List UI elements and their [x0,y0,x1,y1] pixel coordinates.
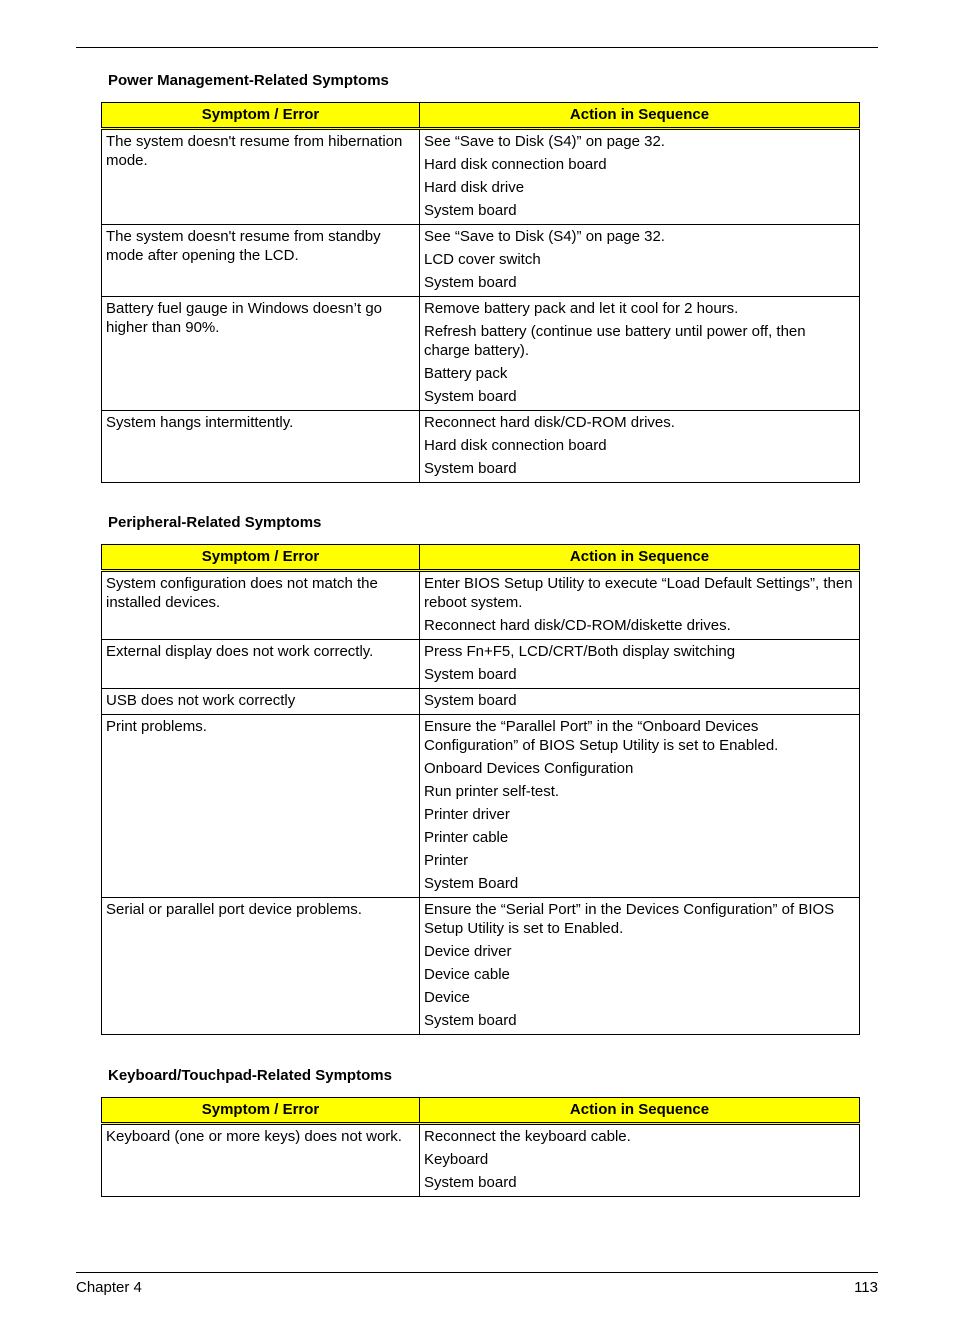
action-step: System board [424,692,517,709]
action-step: Device [424,989,470,1006]
table-row [102,571,860,640]
symptom-cell: Serial or parallel port device problems. [102,898,420,1035]
action-step: Reconnect hard disk/CD-ROM drives. [424,414,675,431]
action-step: Ensure the “Serial Port” in the Devices Configuration” of BIOS Setup Utility is set to Enabled. [424,901,835,937]
action-step: System Board [424,875,519,892]
symptom-cell: External display does not work correctly. [102,640,420,689]
action-step: Hard disk connection board [424,437,607,454]
action-step: Printer driver [424,806,510,823]
symptom-cell: USB does not work correctly [102,689,420,715]
action-step: Enter BIOS Setup Utility to execute “Load Default Settings”, then reboot system. [424,575,853,611]
table-row [102,1124,860,1197]
table-power-symptoms [101,102,860,483]
action-step: Run printer self-test. [424,783,560,800]
action-step: Battery pack [424,365,508,382]
action-step: Printer [424,852,469,869]
action-cell [420,898,860,1035]
action-step: Device cable [424,966,510,983]
action-step: Printer cable [424,829,509,846]
header-symptom: Symptom / Error [102,545,420,571]
table-row [102,411,860,483]
header-action: Action in Sequence [420,1098,860,1124]
action-cell [420,297,860,411]
symptom-cell: Battery fuel gauge in Windows doesn’t go higher than 90%. [102,297,420,411]
action-step: Hard disk connection board [424,156,607,173]
table-peripheral-symptoms [101,544,860,1035]
action-step: Hard disk drive [424,179,525,196]
action-step: System board [424,202,517,219]
action-cell [420,640,860,689]
symptom-cell: Keyboard (one or more keys) does not work. [102,1124,420,1197]
action-step: Ensure the “Parallel Port” in the “Onboard Devices Configuration” of BIOS Setup Utility is set to Enabled. [424,718,779,754]
action-step: System board [424,1012,517,1029]
action-step: System board [424,274,517,291]
table-row [102,129,860,225]
symptom-cell: Print problems. [102,715,420,898]
footer-page-number: 113 [854,1279,878,1296]
top-rule [76,47,878,48]
table-row [102,297,860,411]
action-step: Device driver [424,943,512,960]
symptom-cell: The system doesn't resume from standby mode after opening the LCD. [102,225,420,297]
action-cell [420,129,860,225]
action-step: Press Fn+F5, LCD/CRT/Both display switching [424,643,736,660]
action-step: Keyboard [424,1151,489,1168]
action-cell [420,715,860,898]
table-row [102,689,860,715]
action-step: System board [424,666,517,683]
action-step: System board [424,388,517,405]
action-step: See “Save to Disk (S4)” on page 32. [424,228,665,245]
symptom-cell: The system doesn't resume from hibernation mode. [102,129,420,225]
action-step: Reconnect hard disk/CD-ROM/diskette drives. [424,617,731,634]
table-keyboard-symptoms [101,1097,860,1197]
action-step: Remove battery pack and let it cool for 2 hours. [424,300,739,317]
action-cell [420,225,860,297]
section-title-power: Power Management-Related Symptoms [108,72,389,89]
table-row [102,715,860,898]
action-step: Onboard Devices Configuration [424,760,634,777]
section-title-keyboard: Keyboard/Touchpad-Related Symptoms [108,1067,392,1084]
symptom-cell: System configuration does not match the installed devices. [102,571,420,640]
header-symptom: Symptom / Error [102,103,420,129]
action-step: See “Save to Disk (S4)” on page 32. [424,133,665,150]
table-row [102,898,860,1035]
action-step: Reconnect the keyboard cable. [424,1128,631,1145]
header-symptom: Symptom / Error [102,1098,420,1124]
header-action: Action in Sequence [420,545,860,571]
table-header-row [102,545,860,571]
symptom-cell: System hangs intermittently. [102,411,420,483]
table-row [102,640,860,689]
action-step: System board [424,1174,517,1191]
header-action: Action in Sequence [420,103,860,129]
action-step: Refresh battery (continue use battery until power off, then charge battery). [424,323,806,359]
bottom-rule [76,1272,878,1273]
action-cell [420,571,860,640]
table-header-row [102,103,860,129]
footer-chapter: Chapter 4 [76,1279,142,1296]
action-cell [420,1124,860,1197]
table-header-row [102,1098,860,1124]
action-cell [420,411,860,483]
action-cell [420,689,860,715]
section-title-peripheral: Peripheral-Related Symptoms [108,514,322,531]
table-row [102,225,860,297]
action-step: System board [424,460,517,477]
action-step: LCD cover switch [424,251,541,268]
